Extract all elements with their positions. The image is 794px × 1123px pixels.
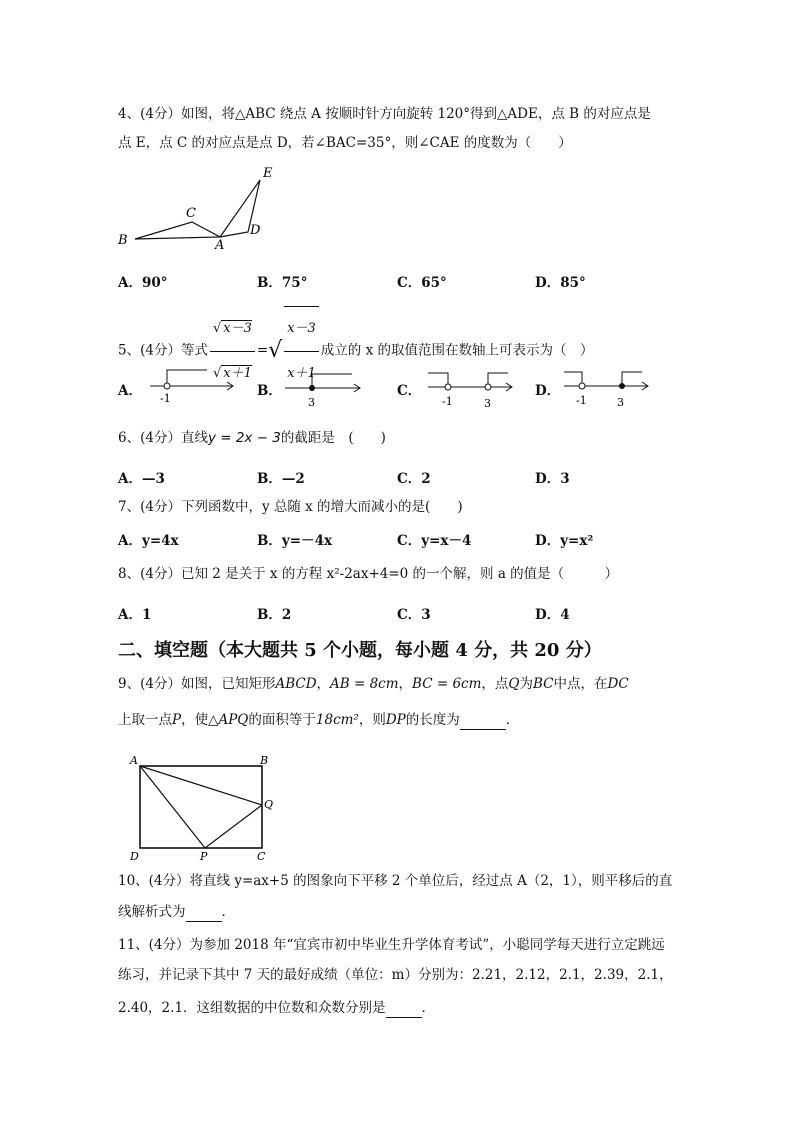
q4-line-2: 点 E，点 C 的对应点是点 D，若∠BAC=35°，则∠CAE 的度数为（ ） bbox=[118, 135, 572, 151]
q5-line: 5、(4分）等式 $\frac{√ x-3}{√ x+1}$ =√ $\frac{x-3}{x+1}$ 成立的 x 的取值范围在数轴上可表示为（ ） bbox=[118, 306, 594, 350]
q8-option-c: C．3 bbox=[397, 607, 431, 623]
q10-line-2 bbox=[118, 903, 235, 922]
q9-text-2f: ． bbox=[505, 712, 520, 728]
q5-d-tick-2: 3 bbox=[617, 396, 624, 409]
q9-label-q: Q bbox=[264, 798, 274, 811]
q11-answer-blank bbox=[386, 999, 422, 1018]
q6-line bbox=[118, 429, 386, 447]
q9-label-d: D bbox=[130, 850, 139, 863]
q9-bc: BC = 6cm bbox=[412, 676, 482, 692]
q7-option-c: C．y=x－4 bbox=[397, 533, 472, 549]
q9-dc: DC bbox=[607, 676, 629, 692]
q11-text-3: 2.40，2.1．这组数据的中位数和众数分别是 bbox=[118, 1000, 386, 1016]
q9-label-p: P bbox=[200, 850, 208, 863]
q9-answer-blank bbox=[460, 711, 506, 730]
q11-line-3 bbox=[118, 999, 435, 1018]
q5-frac1-num: x－3 bbox=[223, 320, 252, 336]
q8-line: 8、(4分）已知 2 是关于 x 的方程 x²-2ax+4=0 的一个解，则 a 的值是（ ） bbox=[118, 566, 619, 582]
q5-prefix: 5、(4分）等式 bbox=[118, 342, 208, 359]
q9-text-1c: 为 bbox=[519, 676, 533, 692]
q5-frac2-num: x－3 bbox=[284, 307, 319, 352]
q9-label-c: C bbox=[257, 850, 266, 863]
q5-option-a-letter: A． bbox=[118, 383, 142, 399]
q10-text-end: ． bbox=[221, 904, 235, 920]
q9-text-2d: ，则 bbox=[358, 712, 386, 728]
q9-text-2c: 的面积等于 bbox=[248, 712, 316, 728]
q9-text-2b: ，使 bbox=[181, 712, 209, 728]
q9-text-2a: 上取一点 bbox=[118, 712, 172, 728]
q9-bc-2: BC bbox=[532, 676, 554, 692]
q5-c-tick-2: 3 bbox=[484, 397, 491, 409]
q7-option-a: A．y=4x bbox=[118, 533, 179, 549]
q9-dp: DP bbox=[385, 712, 406, 728]
q9-label-a: A bbox=[130, 754, 138, 767]
q5-frac1-den: x＋1 bbox=[223, 365, 252, 381]
q4-label-d: D bbox=[250, 223, 261, 238]
q5-number-line-a bbox=[145, 365, 240, 405]
q9-rectangle-figure bbox=[128, 752, 283, 864]
q5-frac2-den: x＋1 bbox=[287, 366, 316, 381]
q9-text-2e: 的长度为 bbox=[405, 712, 460, 728]
q9-abcd: ABCD bbox=[275, 676, 317, 692]
q6-option-b: B．—2 bbox=[257, 471, 305, 487]
section-2-title: 二、填空题（本大题共 5 个小题，每小题 4 分，共 20 分） bbox=[118, 640, 602, 661]
q9-text-1b: ，点 bbox=[481, 676, 509, 692]
q4-label-b: B bbox=[118, 233, 128, 248]
q5-b-tick: 3 bbox=[308, 396, 315, 409]
q9-text-1d: 中点，在 bbox=[553, 676, 608, 692]
q7-line: 7、(4分）下列函数中，y 总随 x 的增大而减小的是( ) bbox=[118, 499, 463, 515]
q8-option-a: A．1 bbox=[118, 607, 152, 623]
q4-label-e: E bbox=[263, 166, 273, 181]
q4-option-c: C．65° bbox=[397, 275, 447, 291]
q5-number-line-b bbox=[282, 365, 367, 409]
q9-line-2 bbox=[118, 711, 519, 730]
q6-prefix: 6、(4分）直线 bbox=[118, 430, 208, 446]
q8-option-d: D．4 bbox=[535, 607, 570, 623]
q4-label-c: C bbox=[186, 206, 196, 221]
q5-number-line-d bbox=[560, 363, 655, 409]
q9-text-1a: 9、(4分）如图，已知矩形 bbox=[118, 676, 276, 692]
q9-label-b: B bbox=[260, 754, 269, 767]
q9-ab: AB = 8cm bbox=[330, 676, 399, 692]
q5-option-b-letter: B． bbox=[257, 383, 282, 399]
q4-label-a: A bbox=[215, 238, 225, 252]
q10-answer-blank bbox=[186, 903, 222, 922]
q5-d-tick-1: -1 bbox=[576, 394, 587, 407]
q7-option-b: B．y=－4x bbox=[257, 533, 333, 549]
q5-suffix: 成立的 x 的取值范围在数轴上可表示为（ ） bbox=[320, 342, 594, 359]
q6-option-d: D．3 bbox=[535, 471, 570, 487]
q9-apq: △APQ bbox=[208, 712, 249, 728]
q5-option-d-letter: D． bbox=[535, 383, 561, 399]
q5-fraction-left: $\frac{√ x-3}{√ x+1}$ bbox=[210, 307, 255, 396]
q10-text-2: 线解析式为 bbox=[118, 904, 186, 920]
q9-p: P bbox=[172, 712, 182, 728]
q4-line-1: 4、(4分）如图，将△ABC 绕点 A 按顺时针方向旋转 120°得到△ADE，点 B 的对应点是 bbox=[118, 106, 651, 122]
q7-option-d: D．y=x² bbox=[535, 533, 594, 549]
q6-option-c: C．2 bbox=[397, 471, 431, 487]
q6-equation: y = 2x − 3 bbox=[207, 430, 281, 446]
q4-option-d: D．85° bbox=[535, 275, 586, 291]
q5-number-line-c bbox=[424, 365, 519, 409]
q4-triangle-figure bbox=[110, 162, 290, 252]
q9-area: 18cm² bbox=[315, 712, 359, 728]
q6-suffix: 的截距是 ( ) bbox=[280, 430, 386, 446]
q9-q: Q bbox=[508, 676, 520, 692]
q9-line-1: 9、(4分）如图，已知矩形ABCD，AB = 8cm，BC = 6cm，点Q为BC中点，在DC bbox=[118, 676, 629, 692]
q4-option-a: A．90° bbox=[118, 275, 168, 291]
q11-text-end: ． bbox=[421, 1000, 436, 1016]
q11-line-2: 练习，并记录下其中 7 天的最好成绩（单位：m）分别为：2.21，2.12，2.1，2.39，2.1， bbox=[118, 967, 673, 983]
q5-option-c-letter: C． bbox=[397, 383, 422, 399]
q8-option-b: B．2 bbox=[257, 607, 292, 623]
q4-option-b: B．75° bbox=[257, 275, 308, 291]
q5-c-tick-1: -1 bbox=[442, 395, 453, 408]
q10-line-1: 10、(4分）将直线 y=ax+5 的图象向下平移 2 个单位后，经过点 A（2，1），则平移后的直 bbox=[118, 873, 673, 889]
q11-line-1: 11、(4分）为参加 2018 年“宜宾市初中毕业生升学体育考试”，小聪同学每天进行立定跳远 bbox=[118, 937, 665, 953]
q5-equals: = bbox=[256, 342, 269, 359]
q5-a-tick: -1 bbox=[160, 392, 171, 405]
q6-option-a: A．—3 bbox=[118, 471, 165, 487]
